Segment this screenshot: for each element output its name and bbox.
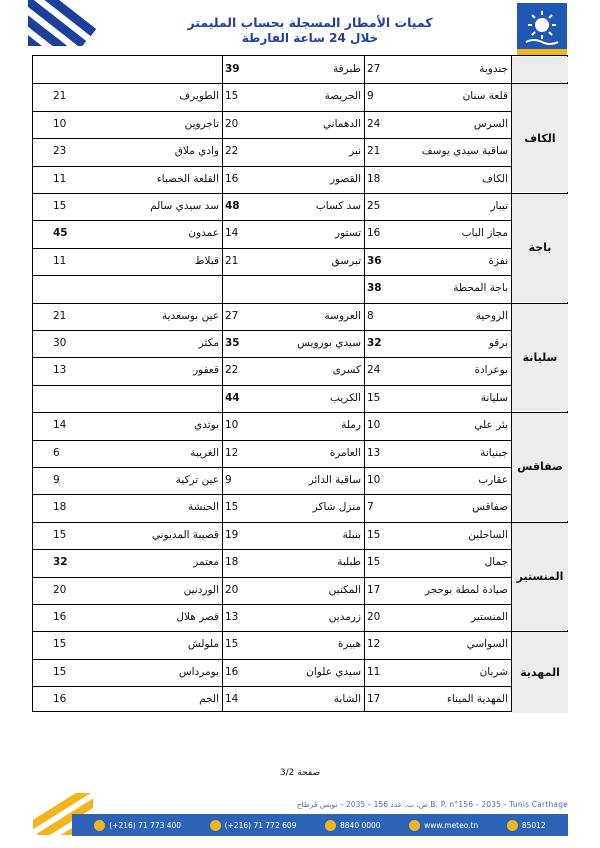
footer-contact-item <box>94 820 181 831</box>
rainfall-value: 15 <box>367 528 381 541</box>
station-name: منزل شاكر <box>312 501 361 514</box>
rainfall-value: 16 <box>53 693 67 706</box>
rainfall-value: 38 <box>367 282 382 295</box>
rainfall-value <box>33 385 140 412</box>
station-name: القصور <box>329 172 361 185</box>
station-name: تيبار <box>490 200 508 212</box>
station-name: كسرى <box>332 364 361 377</box>
station-name <box>275 275 364 302</box>
station-name: قصيبة المديوني <box>151 528 219 541</box>
institute-logo <box>517 3 567 55</box>
region-label: صفاقس <box>512 413 568 521</box>
rainfall-value: 48 <box>225 200 240 212</box>
footer-address: ص. ب. عدد 156 – 2035 – تونس قرطاج B. P. n°156 - 2035 - Tunis Carthage <box>296 800 568 809</box>
station-name <box>140 56 222 83</box>
rainfall-value: 11 <box>53 172 67 185</box>
rainfall-value: 21 <box>53 309 67 322</box>
sun-wave-logo-icon <box>522 9 562 49</box>
station-name: الوردنين <box>183 583 219 596</box>
rainfall-value: 11 <box>367 665 381 678</box>
page-title: كميات الأمطار المسجلة بحساب المليمتر <box>187 15 433 30</box>
table-row <box>33 330 511 357</box>
station-name: السرس <box>473 117 508 130</box>
phone-icon <box>94 820 105 831</box>
station-name: معتمر <box>193 556 219 569</box>
rainfall-value: 15 <box>53 200 67 212</box>
station-name: مكثر <box>198 337 219 349</box>
station-name: المكنين <box>328 583 361 596</box>
rainfall-value: 18 <box>53 501 67 514</box>
station-name: عقارب <box>478 474 508 486</box>
footer-contact-bar <box>72 814 568 836</box>
station-name: نفزة <box>488 254 508 267</box>
rainfall-value: 18 <box>225 556 239 569</box>
rainfall-value: 14 <box>225 693 239 706</box>
station-name: قعفور <box>193 364 219 377</box>
station-name: ساقية الدائر <box>308 474 361 486</box>
footer-contact-text: 8840 0000 <box>340 820 381 830</box>
rainfall-table <box>32 55 568 712</box>
rainfall-value: 25 <box>367 200 381 212</box>
rainfall-value: 12 <box>225 446 239 459</box>
rainfall-value: 15 <box>367 391 381 404</box>
rainfall-value <box>33 56 140 83</box>
rainfall-value: 23 <box>53 145 67 158</box>
station-name: العروسة <box>324 309 361 322</box>
table-row <box>33 275 511 302</box>
page-subtitle: خلال 24 ساعة الفارطة <box>241 31 379 45</box>
rainfall-value: 30 <box>53 337 67 349</box>
station-name: مجاز الباب <box>461 227 508 240</box>
rainfall-value: 20 <box>225 583 239 596</box>
station-name: بئر علي <box>474 419 508 432</box>
station-name: المنستير <box>471 611 508 623</box>
rainfall-value: 18 <box>367 172 381 185</box>
rainfall-value: 10 <box>53 117 67 130</box>
table-row <box>33 686 511 713</box>
station-name: سيدي بورويس <box>297 337 361 349</box>
table-row <box>33 385 511 412</box>
table-row <box>33 631 511 658</box>
rainfall-value: 19 <box>225 528 239 541</box>
rainfall-value: 17 <box>367 693 381 706</box>
table-row <box>33 138 511 165</box>
station-name: برقو <box>488 337 508 349</box>
footer-contact-item <box>409 820 478 831</box>
table-row <box>33 412 511 439</box>
station-name: الدهماني <box>322 117 361 130</box>
station-name: صفاقس <box>472 501 508 514</box>
footer-contact-text: 85012 <box>521 820 546 830</box>
rainfall-value: 15 <box>367 556 381 569</box>
rainfall-value: 13 <box>225 611 239 623</box>
table-row <box>33 577 511 604</box>
station-name: جندوبة <box>479 63 508 75</box>
station-name: تبرسق <box>331 254 361 267</box>
footer-contact-text: (+216) 71 773 400 <box>109 820 182 830</box>
station-name: عين بوسعدية <box>161 309 219 322</box>
rainfall-value: 7 <box>367 501 374 514</box>
station-name: تاجروين <box>184 117 219 130</box>
rainfall-value: 24 <box>367 117 381 130</box>
station-name: المهدية الميناء <box>446 693 508 706</box>
station-name: بوعرادة <box>474 364 508 377</box>
rainfall-value: 22 <box>225 145 239 158</box>
station-name: جبنيانة <box>480 446 508 459</box>
station-name: الحنشة <box>187 501 219 514</box>
footer-contact-item <box>210 820 297 831</box>
rainfall-value: 16 <box>53 611 67 623</box>
rainfall-value: 24 <box>367 364 381 377</box>
station-name: سد كساب <box>315 200 361 212</box>
rainfall-value: 9 <box>53 474 60 486</box>
rainfall-value: 16 <box>225 172 239 185</box>
rainfall-value: 15 <box>225 501 239 514</box>
rainfall-value: 14 <box>225 227 239 240</box>
rainfall-value: 16 <box>367 227 381 240</box>
rainfall-value: 22 <box>225 364 239 377</box>
table-row <box>33 549 511 576</box>
fax-icon <box>210 820 221 831</box>
station-name: باجة المحطة <box>453 282 508 295</box>
station-name: طبلبة <box>337 556 361 569</box>
table-row <box>33 303 511 330</box>
table-row <box>33 604 511 631</box>
station-name: بوثدي <box>194 419 219 432</box>
station-name: الساحلين <box>468 528 508 541</box>
table-row <box>33 248 511 275</box>
rainfall-value: 27 <box>225 309 239 322</box>
station-name: جمال <box>484 556 508 569</box>
page-number: صفحة 3/2 <box>279 768 321 778</box>
station-name: الكريب <box>330 391 361 404</box>
rainfall-value: 21 <box>53 90 67 103</box>
rainfall-value: 9 <box>367 90 374 103</box>
station-name: هبيرة <box>337 638 361 651</box>
station-name: سليانة <box>480 391 508 404</box>
station-name <box>140 385 222 412</box>
region-label: سليانة <box>512 304 568 412</box>
station-name: قبلاط <box>194 254 219 267</box>
station-name: عين تركية <box>175 474 219 486</box>
rainfall-value: 32 <box>53 556 68 569</box>
station-name: العامرة <box>329 446 361 459</box>
table-row <box>33 83 511 110</box>
station-name: السواسي <box>466 638 508 651</box>
footer-contact-item <box>325 820 381 831</box>
rainfall-value: 27 <box>367 63 381 75</box>
station-name: قصر هلال <box>176 611 219 623</box>
rainfall-value: 10 <box>367 474 381 486</box>
station-name: تستور <box>335 227 361 240</box>
sms-icon <box>507 820 518 831</box>
table-row <box>33 659 511 686</box>
table-row <box>33 440 511 467</box>
rainfall-value: 15 <box>53 665 67 678</box>
region-label: الكاف <box>512 84 568 192</box>
rainfall-value: 20 <box>53 583 67 596</box>
rainfall-value: 6 <box>53 446 60 459</box>
rainfall-value: 44 <box>225 391 240 404</box>
table-row <box>33 220 511 247</box>
rainfall-value: 15 <box>225 638 239 651</box>
rainfall-value: 32 <box>367 337 382 349</box>
station-name: زرمدين <box>328 611 361 623</box>
station-name: رملة <box>341 419 361 432</box>
rainfall-value: 20 <box>367 611 381 623</box>
rainfall-value: 14 <box>53 419 67 432</box>
station-name: الطويرف <box>179 90 219 103</box>
station-name: قلعة سنان <box>462 90 508 103</box>
rainfall-value: 13 <box>367 446 381 459</box>
rainfall-value: 36 <box>367 254 382 267</box>
hotline-icon <box>325 820 336 831</box>
rainfall-value: 16 <box>225 665 239 678</box>
table-row <box>33 56 511 83</box>
region-label: المنستير <box>512 523 568 631</box>
station-name: وادي ملاق <box>174 145 219 158</box>
region-label: المهدية <box>512 632 568 712</box>
web-icon <box>409 820 420 831</box>
table-row <box>33 522 511 549</box>
station-name: سد سيدي سالم <box>150 200 219 212</box>
rainfall-value: 21 <box>225 254 239 267</box>
station-name: القلعة الخصباء <box>156 172 219 185</box>
rainfall-value: 8 <box>367 309 374 322</box>
footer-contact-item <box>507 820 546 831</box>
rainfall-value: 15 <box>53 638 67 651</box>
rainfall-value: 15 <box>53 528 67 541</box>
rainfall-value: 20 <box>225 117 239 130</box>
station-name: سيدي علوان <box>306 665 361 678</box>
rainfall-value: 9 <box>225 474 232 486</box>
rainfall-value: 45 <box>53 227 68 240</box>
rainfall-value: 12 <box>367 638 381 651</box>
rainfall-value: 10 <box>367 419 381 432</box>
table-row <box>33 193 511 220</box>
station-name: ساقية سيدي يوسف <box>421 145 508 158</box>
station-name: صيادة لمطة بوحجر <box>424 583 508 596</box>
station-name: نبر <box>349 145 361 158</box>
rainfall-value: 15 <box>225 90 239 103</box>
footer-contact-text: www.meteo.tn <box>424 820 479 830</box>
rainfall-value: 11 <box>53 254 67 267</box>
station-name: ملولش <box>187 638 219 651</box>
station-name: الجم <box>199 693 219 706</box>
station-name: الشابة <box>333 693 361 706</box>
region-label: باجة <box>512 194 568 302</box>
table-row <box>33 111 511 138</box>
table-row <box>33 467 511 494</box>
rainfall-value: 35 <box>225 337 240 349</box>
station-name: بومرداس <box>178 665 219 678</box>
station-name: طبرقة <box>333 63 361 75</box>
header-stripes-decoration <box>28 0 100 46</box>
station-name <box>140 275 222 302</box>
station-name: شربان <box>479 665 508 678</box>
station-name: عمدون <box>188 227 219 240</box>
rainfall-value: 17 <box>367 583 381 596</box>
rainfall-value <box>222 275 275 302</box>
rainfall-value <box>33 275 140 302</box>
table-row <box>33 494 511 521</box>
table-row <box>33 166 511 193</box>
station-name: الروحية <box>475 309 508 322</box>
station-name: الجريصة <box>324 90 361 103</box>
rainfall-value: 21 <box>367 145 381 158</box>
station-name: الكاف <box>482 172 508 185</box>
region-label <box>512 57 568 82</box>
rainfall-value: 39 <box>225 63 240 75</box>
footer-contact-text: (+216) 71 772 609 <box>224 820 297 830</box>
rainfall-value: 13 <box>53 364 67 377</box>
table-row <box>33 357 511 384</box>
station-name: بنبلة <box>342 528 361 541</box>
station-name: الغريبة <box>190 446 219 459</box>
rainfall-value: 10 <box>225 419 239 432</box>
